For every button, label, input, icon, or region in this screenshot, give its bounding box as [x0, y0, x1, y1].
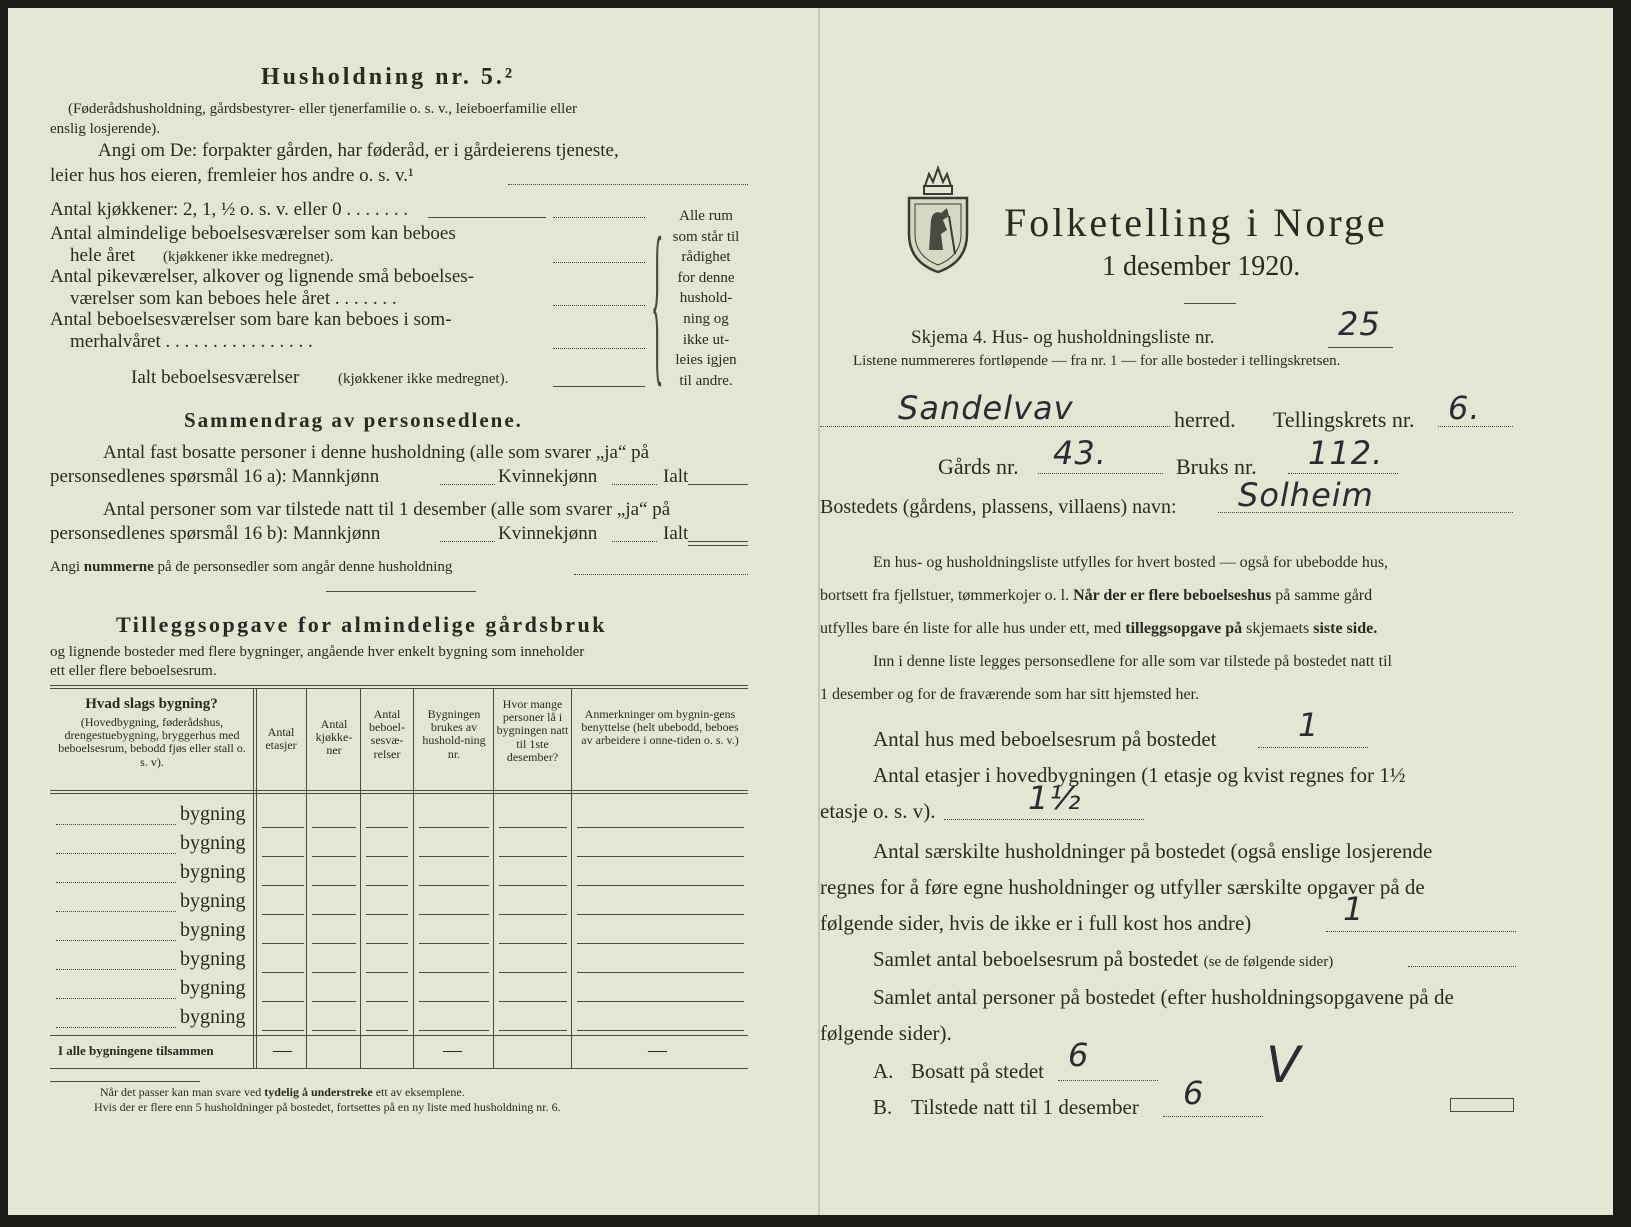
district-line — [1438, 426, 1513, 427]
total-rooms-note: (kjøkkener ikke medregnet). — [338, 371, 509, 387]
place-name-value[interactable]: Solheim — [1238, 476, 1374, 514]
holding-number-line — [1288, 473, 1398, 474]
building-row-label: bygning — [180, 919, 246, 941]
info-line-1: En hus- og husholdningsliste utfylles for hvert bosted — også for ubebodde hus, — [873, 554, 1389, 571]
section-divider — [326, 591, 476, 592]
summary-present-line2: personsedlenes spørsmål 16 b): Mannkjønn — [50, 523, 381, 544]
building-row-cell[interactable] — [262, 827, 304, 828]
persons-question-line1: Samlet antal personer på bostedet (efter husholdningsopgavene på de — [873, 985, 1454, 1009]
ordinary-rooms-note: (kjøkkener ikke medregnet). — [163, 249, 334, 265]
present-total-double-line — [688, 545, 748, 546]
info-line-4: Inn i denne liste legges personsedlene for alle som var tilstede på bostedet natt til — [873, 653, 1392, 670]
table-body-bottom — [50, 1035, 748, 1036]
building-row-cell[interactable] — [577, 856, 744, 857]
resident-female-field[interactable] — [612, 484, 657, 485]
col-header-floors: Antal etasjer — [265, 725, 297, 753]
form-number-label: Skjema 4. Hus- og husholdningsliste nr. — [911, 327, 1215, 348]
resident-female-label: Kvinnekjønn — [498, 466, 598, 487]
norway-coat-of-arms-icon — [903, 158, 973, 276]
building-row-cell[interactable] — [419, 914, 489, 915]
col-divider-5 — [493, 688, 494, 1068]
present-total-field[interactable] — [688, 541, 748, 542]
summer-rooms-line1: Antal beboelsesværelser som bare kan beboes i som- — [50, 309, 452, 330]
building-row-cell[interactable] — [419, 1030, 489, 1031]
census-form-sheet — [8, 8, 1613, 1215]
summer-rooms-answer-line[interactable] — [553, 348, 645, 349]
resident-total-field[interactable] — [688, 484, 748, 485]
building-row-cell[interactable] — [419, 827, 489, 828]
farm-number-value[interactable]: 43. — [1053, 434, 1107, 472]
rooms-total-line[interactable] — [1408, 966, 1516, 967]
floors-value[interactable]: 1½ — [1028, 779, 1082, 817]
household-list-number[interactable]: 25 — [1338, 305, 1381, 343]
printer-stamp — [1450, 1098, 1514, 1112]
building-row-label: bygning — [180, 890, 246, 912]
form-title: Folketelling i Norge — [1004, 200, 1388, 245]
houses-question: Antal hus med beboelsesrum på bostedet — [873, 727, 1217, 751]
col-divider-3 — [360, 688, 361, 1068]
building-row-cell[interactable] — [366, 827, 408, 828]
info-line-2: bortsett fra fjellstuer, tømmerkojer o. l. Når der er flere beboelseshus på samme gård — [820, 587, 1373, 604]
summary-resident-line2: personsedlenes spørsmål 16 a): Mannkjønn — [50, 466, 380, 487]
building-row-cell[interactable] — [366, 1030, 408, 1031]
table-bottom-rule — [50, 1068, 748, 1069]
building-row-cell[interactable] — [366, 885, 408, 886]
table-top-rule — [50, 685, 748, 686]
supplement-text-line1: og lignende bosteder med flere bygninger, angående hver enkelt bygning som inneholder — [50, 644, 585, 660]
building-row-cell[interactable] — [499, 827, 567, 828]
person-numbers-question: Angi nummerne på de personsedler som angår denne husholdning — [50, 559, 453, 575]
building-row-cell[interactable] — [499, 1001, 567, 1002]
col-header-building-type: Hvad slags bygning? — [85, 696, 218, 712]
total-floors-dash: — — [273, 1040, 292, 1061]
summary-present-line1: Antal personer som var tilstede natt til 1 desember (alle som svarer „ja“ på — [103, 499, 671, 520]
building-row-cell[interactable] — [419, 943, 489, 944]
building-row-name-field[interactable] — [56, 1027, 176, 1028]
building-row-label: bygning — [180, 803, 246, 825]
building-row-cell[interactable] — [366, 914, 408, 915]
building-row-name-field[interactable] — [56, 969, 176, 970]
building-row-cell[interactable] — [577, 885, 744, 886]
col-header-household: Bygningen brukes av hushold-ning nr. — [422, 707, 486, 761]
building-row-cell[interactable] — [419, 885, 489, 886]
title-divider — [1184, 303, 1236, 304]
building-row-cell[interactable] — [312, 1001, 356, 1002]
municipality-value[interactable]: Sandelvav — [898, 389, 1074, 427]
resident-count-line — [1058, 1080, 1158, 1081]
building-row-cell[interactable] — [577, 827, 744, 828]
building-row-cell[interactable] — [312, 972, 356, 973]
farm-number-line — [1038, 473, 1163, 474]
building-row-cell[interactable] — [366, 1001, 408, 1002]
person-numbers-field[interactable] — [574, 574, 748, 575]
building-row-cell[interactable] — [312, 856, 356, 857]
info-line-3: utfylles bare én liste for alle hus under ett, med tilleggsopgave på skjemaets siste side. — [820, 620, 1378, 637]
col-divider-4 — [413, 688, 414, 1068]
col-divider-2 — [306, 688, 307, 1068]
building-row-cell[interactable] — [312, 827, 356, 828]
households-value[interactable]: 1 — [1343, 890, 1365, 928]
building-row-cell[interactable] — [312, 885, 356, 886]
building-row-name-field[interactable] — [56, 998, 176, 999]
building-row-cell[interactable] — [419, 1001, 489, 1002]
brace-note-line: ning og — [683, 311, 729, 327]
building-row-cell[interactable] — [366, 943, 408, 944]
brace-note-line: leies igjen — [675, 352, 737, 369]
summary-resident-line1: Antal fast bosatte personer i denne husholdning (alle som svarer „ja“ på — [103, 442, 650, 463]
supplement-text-line2: ett eller flere beboelsesrum. — [50, 663, 217, 679]
total-household-dash: — — [443, 1040, 462, 1061]
building-row-cell[interactable] — [366, 856, 408, 857]
col-divider-1b — [256, 688, 257, 1068]
building-row-cell[interactable] — [499, 1030, 567, 1031]
building-row-cell[interactable] — [419, 972, 489, 973]
brace-note-line: hushold- — [679, 290, 733, 307]
building-row-cell[interactable] — [577, 914, 744, 915]
kitchens-question: Antal kjøkkener: 2, 1, ½ o. s. v. eller 0 . . . . . . . — [50, 199, 409, 220]
place-name-label: Bostedets (gårdens, plassens, villaens) navn: — [820, 496, 1177, 518]
farm-number-label: Gårds nr. — [938, 454, 1019, 479]
small-rooms-line1: Antal pikeværelser, alkover og lignende små beboelses- — [50, 266, 474, 287]
building-row-label: bygning — [180, 1006, 246, 1028]
table-header-rule — [50, 790, 748, 791]
footnote-2: Hvis der er flere enn 5 husholdninger på bostedet, fortsettes på en ny liste med husholdning nr. 6. — [94, 1100, 561, 1114]
district-label: Tellingskrets nr. — [1273, 407, 1415, 432]
table-header-rule-2 — [50, 793, 748, 794]
resident-count-value[interactable]: 6 — [1068, 1036, 1090, 1074]
building-row-label: bygning — [180, 948, 246, 970]
census-date: 1 desember 1920. — [1102, 251, 1301, 282]
present-female-field[interactable] — [612, 541, 657, 542]
households-question-line3: følgende sider, hvis de ikke er i full kost hos andre) — [820, 911, 1252, 935]
floors-question-line2: etasje o. s. v). — [820, 799, 936, 823]
building-row-cell[interactable] — [262, 885, 304, 886]
brace-note-line: ikke ut- — [682, 331, 730, 348]
col-divider-1 — [253, 688, 254, 1068]
ordinary-rooms-line2: hele året — [70, 245, 135, 266]
building-row-cell[interactable] — [499, 856, 567, 857]
households-question-line1: Antal særskilte husholdninger på bostedet (også enslige losjerende — [873, 839, 1433, 863]
building-row-label: bygning — [180, 977, 246, 999]
households-line — [1326, 931, 1516, 932]
building-row-label: bygning — [180, 861, 246, 883]
brace-note-line: Alle rum — [679, 208, 733, 224]
building-row-cell[interactable] — [577, 972, 744, 973]
household-note-line1: (Føderådshusholdning, gårdsbestyrer- eller tjenerfamilie o. s. v., leieboerfamilie eller — [68, 101, 577, 117]
households-question-line2: regnes for å føre egne husholdninger og utfyller særskilte opgaver på de — [820, 875, 1425, 899]
footnote-rule — [50, 1081, 200, 1082]
kitchens-underline — [428, 217, 546, 218]
present-female-label: Kvinnekjønn — [498, 523, 598, 544]
brace-note-line: for denne — [677, 269, 735, 286]
summary-title: Sammendrag av personsedlene. — [184, 408, 523, 432]
total-rooms-label: Ialt beboelsesværelser — [131, 367, 300, 388]
present-label-letter: B. — [873, 1095, 893, 1119]
total-row-label: I alle bygningene tilsammen — [58, 1043, 214, 1058]
building-row-cell[interactable] — [312, 943, 356, 944]
check-mark: V — [1266, 1036, 1302, 1094]
place-name-line — [1218, 512, 1513, 513]
building-row-cell[interactable] — [577, 1030, 744, 1031]
building-row-name-field[interactable] — [56, 853, 176, 854]
building-row-cell[interactable] — [262, 1001, 304, 1002]
tenure-answer-line[interactable] — [508, 184, 748, 185]
present-male-field[interactable] — [440, 541, 495, 542]
floors-line — [944, 819, 1144, 820]
small-rooms-line2: værelser som kan beboes hele året . . . . . . . — [70, 288, 397, 309]
building-row-name-field[interactable] — [56, 911, 176, 912]
building-row-name-field[interactable] — [56, 882, 176, 883]
info-line-5: 1 desember og for de fraværende som har sitt hjemsted her. — [820, 686, 1199, 703]
col-header-rooms: Antal beboel-sesvæ-relser — [369, 707, 405, 761]
col-divider-6 — [571, 688, 572, 1068]
houses-line — [1258, 747, 1368, 748]
building-row-name-field[interactable] — [56, 940, 176, 941]
municipality-label: herred. — [1174, 407, 1236, 432]
resident-total-label: Ialt — [663, 466, 689, 487]
building-row-cell[interactable] — [499, 885, 567, 886]
household-title: Husholdning nr. 5.² — [261, 64, 516, 90]
small-rooms-answer-line[interactable] — [553, 305, 645, 306]
brace-mark: { — [651, 201, 664, 404]
building-row-cell[interactable] — [577, 943, 744, 944]
supplement-title: Tilleggsopgave for almindelige gårdsbruk — [116, 612, 607, 637]
table-top-rule-2 — [50, 688, 748, 689]
brace-note-line: som står til — [672, 228, 740, 245]
ordinary-rooms-answer-line[interactable] — [553, 262, 645, 263]
persons-question-line2: følgende sider). — [820, 1021, 952, 1045]
tenure-question-line1: Angi om De: forpakter gården, har føderåd, er i gårdeierens tjeneste, — [98, 140, 619, 161]
building-row-cell[interactable] — [312, 1030, 356, 1031]
household-note-line2: enslig losjerende). — [50, 121, 160, 137]
col-header-remarks: Anmerkninger om bygnin-gens benyttelse (helt ubebodd, beboes av arbeidere i onne-tiden o. s. v.) — [581, 707, 739, 748]
present-label: Tilstede natt til 1 desember — [911, 1095, 1139, 1119]
building-row-cell[interactable] — [262, 972, 304, 973]
building-row-cell[interactable] — [366, 972, 408, 973]
floors-question-line1: Antal etasjer i hovedbygningen (1 etasje og kvist regnes for 1½ — [873, 763, 1406, 787]
building-row-cell[interactable] — [499, 972, 567, 973]
footnote-1: Når det passer kan man svare ved tydelig å understreke ett av eksemplene. — [100, 1085, 465, 1099]
col-header-persons: Hvor mange personer lå i bygningen natt til 1ste desember? — [496, 697, 569, 764]
list-number-line — [1328, 347, 1393, 348]
building-row-cell[interactable] — [262, 914, 304, 915]
ordinary-rooms-line1: Antal almindelige beboelsesværelser som kan beboes — [50, 223, 456, 244]
holding-number-label: Bruks nr. — [1176, 454, 1257, 479]
col-header-building-note: (Hovedbygning, føderådshus, drengestuebygning, bryggerhus med beboelsesrum, bebodd fjøs eller stall o. s. v). — [58, 715, 246, 769]
brace-note-line: rådighet — [681, 249, 731, 266]
building-row-cell[interactable] — [312, 914, 356, 915]
building-row-cell[interactable] — [262, 943, 304, 944]
resident-label-letter: A. — [873, 1059, 894, 1083]
holding-number-value[interactable]: 112. — [1308, 434, 1384, 472]
building-row-cell[interactable] — [262, 856, 304, 857]
tenure-question-line2: leier hus hos eieren, fremleier hos andre o. s. v.¹ — [50, 165, 414, 186]
building-row-cell[interactable] — [499, 914, 567, 915]
present-count-line — [1163, 1116, 1263, 1117]
col-header-kitchens: Antal kjøkke-ner — [315, 717, 353, 758]
resident-male-field[interactable] — [440, 484, 495, 485]
summer-rooms-line2: merhalvåret . . . . . . . . . . . . . . . . — [70, 331, 313, 352]
numbering-instruction: Listene nummereres fortløpende — fra nr. 1 — for alle bosteder i tellingskretsen. — [853, 353, 1341, 369]
district-number[interactable]: 6. — [1448, 389, 1481, 427]
building-row-name-field[interactable] — [56, 824, 176, 825]
total-rooms-answer-line[interactable] — [553, 386, 645, 387]
building-row-cell[interactable] — [577, 1001, 744, 1002]
municipality-line — [820, 426, 1170, 427]
total-remarks-dash: — — [648, 1040, 667, 1061]
houses-value[interactable]: 1 — [1298, 706, 1320, 744]
building-row-label: bygning — [180, 832, 246, 854]
resident-label: Bosatt på stedet — [911, 1059, 1044, 1083]
building-row-cell[interactable] — [419, 856, 489, 857]
rooms-total-question: Samlet antal beboelsesrum på bostedet (se de følgende sider) — [873, 947, 1334, 971]
kitchens-answer-line[interactable] — [553, 217, 645, 218]
building-row-cell[interactable] — [262, 1030, 304, 1031]
present-count-value[interactable]: 6 — [1183, 1074, 1205, 1112]
brace-note-line: til andre. — [679, 372, 733, 389]
building-row-cell[interactable] — [499, 943, 567, 944]
present-total-label: Ialt — [663, 523, 689, 544]
